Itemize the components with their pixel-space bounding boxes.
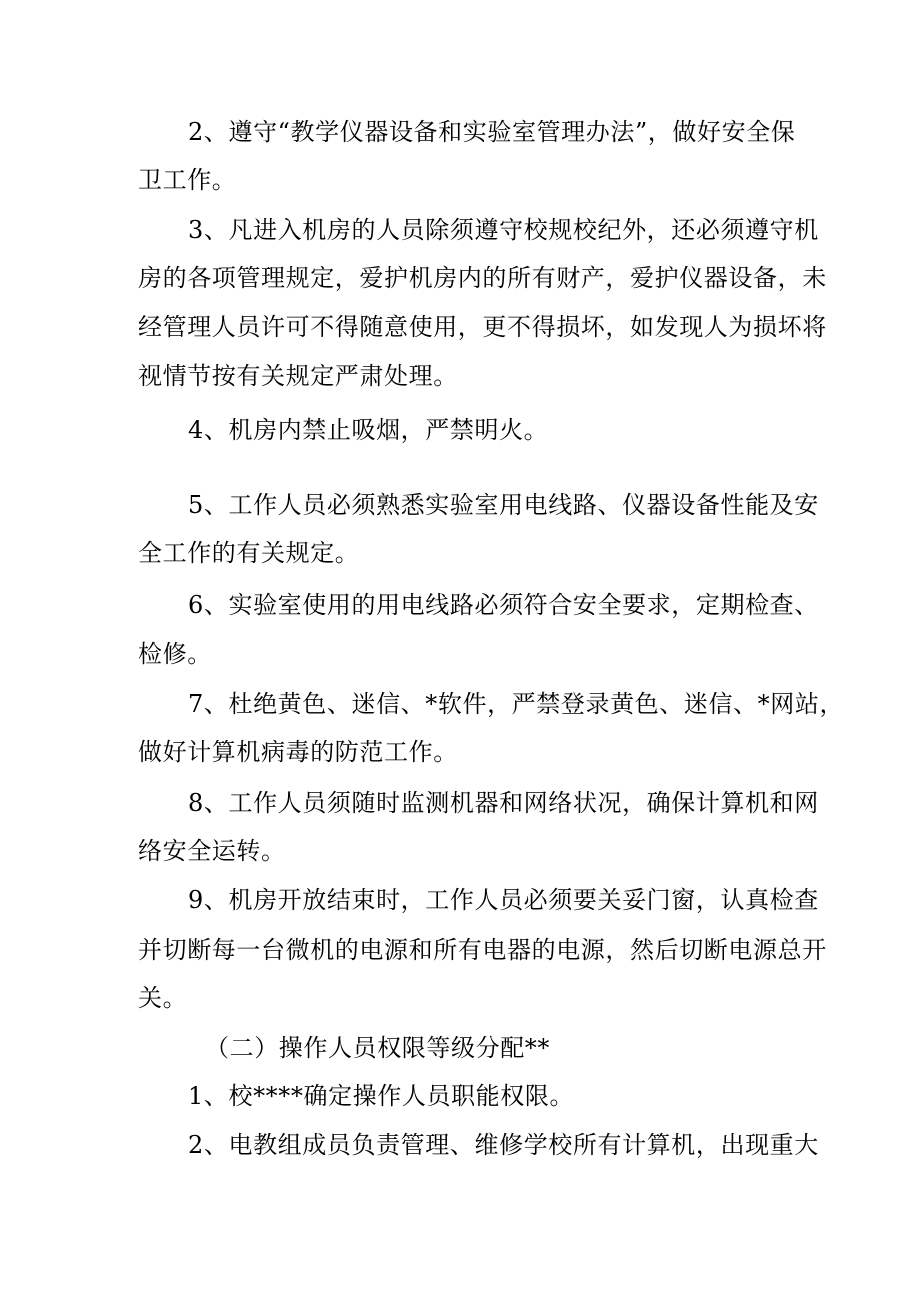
text-line: 5、工作人员必须熟悉实验室用电线路、仪器设备性能及安 (188, 491, 819, 519)
text-line: 4、机房内禁止吸烟，严禁明火。 (188, 416, 549, 444)
text-line: 7、杜绝黄色、迷信、*软件，严禁登录黄色、迷信、*网站， (188, 690, 845, 718)
text-line: 全工作的有关规定。 (138, 539, 360, 567)
text-line: 做好计算机病毒的防范工作。 (138, 738, 458, 766)
text-line: 卫工作。 (138, 166, 237, 194)
text-line: 视情节按有关规定严肃处理。 (138, 362, 458, 390)
text-line: 关。 (138, 984, 188, 1012)
text-line: 8、工作人员须随时监测机器和网络状况，确保计算机和网 (188, 789, 819, 817)
text-line: 1、校****确定操作人员职能权限。 (188, 1082, 575, 1110)
text-line: 房的各项管理规定，爱护机房内的所有财产，爱护仪器设备，未 (138, 264, 827, 292)
text-line: 经管理人员许可不得随意使用，更不得损坏，如发现人为损坏将 (138, 313, 827, 341)
text-line: 2、遵守“教学仪器设备和实验室管理办法”，做好安全保 (188, 118, 796, 146)
text-line: 检修。 (138, 640, 212, 668)
text-line: 络安全运转。 (138, 837, 286, 865)
section-heading: （二）操作人员权限等级分配** (205, 1034, 550, 1062)
text-line: 9、机房开放结束时，工作人员必须要关妥门窗，认真检查 (188, 886, 819, 914)
text-line: 6、实验室使用的用电线路必须符合安全要求，定期检查、 (188, 591, 819, 619)
text-line: 3、凡进入机房的人员除须遵守校规校纪外，还必须遵守机 (188, 216, 819, 244)
text-line: 2、电教组成员负责管理、维修学校所有计算机，出现重大 (188, 1131, 819, 1159)
text-line: 并切断每一台微机的电源和所有电器的电源，然后切断电源总开 (138, 936, 827, 964)
